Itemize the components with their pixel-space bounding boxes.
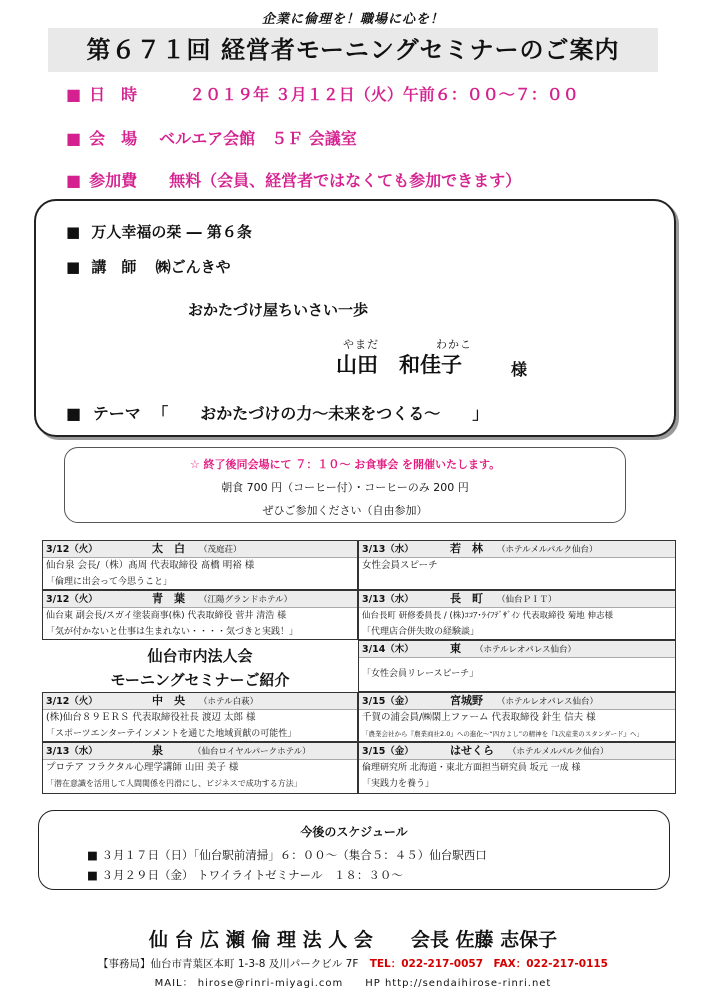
seminar-speaker: プロテア フラクタル心理学講師 山田 美子 様 bbox=[46, 762, 239, 773]
seminar-speaker: 仙台泉 会長/（株）髙周 代表取締役 髙橋 明裕 様 bbox=[46, 560, 255, 571]
slogan: 企業に倫理を！職場に心を！ bbox=[261, 12, 444, 27]
bullet-icon: ■ bbox=[66, 171, 82, 190]
datetime-row bbox=[66, 82, 579, 105]
ruby-wakako: わかこ bbox=[436, 338, 472, 351]
seminar-name: はせくら bbox=[450, 744, 494, 757]
seminar-speaker: 女性会員スピーチ bbox=[362, 560, 438, 571]
lecturer-line bbox=[66, 256, 231, 277]
center-title-line-2: モーニングセミナーご紹介 bbox=[110, 671, 290, 689]
meal-notice-box bbox=[64, 447, 626, 523]
seminar-venue: （茂庭荘） bbox=[199, 545, 242, 555]
seminar-day: 3/13（水） bbox=[362, 594, 414, 605]
fee-row bbox=[66, 168, 521, 191]
seminar-speaker: (株)仙台８９ＥＲＳ 代表取締役社長 渡辺 太郎 様 bbox=[46, 712, 256, 723]
seminar-venue: （仙台ＰＩＴ） bbox=[497, 595, 557, 605]
bullet-icon: ■ bbox=[66, 404, 82, 423]
seminar-day: 3/14（木） bbox=[362, 644, 414, 655]
seminar-wakabayashi bbox=[358, 540, 676, 590]
seminar-speaker: 仙台東 副会長/スガイ塗装商事(株) 代表取締役 菅井 清浩 様 bbox=[46, 611, 287, 621]
page-title: 第６７１回 経営者モーニングセミナーのご案内 bbox=[48, 28, 658, 72]
seminar-name: 宮城野 bbox=[450, 694, 483, 707]
speaker-honorific: 様 bbox=[511, 360, 528, 379]
seminar-speaker: 仙台長町 研修委員長 / (株)ｺｺｱ･ﾗｲﾌﾃﾞｻﾞｲﾝ 代表取締役 菊地 伸志様 bbox=[362, 611, 613, 621]
venue-value: ベルエア会館 ５Ｆ 会議室 bbox=[159, 129, 357, 148]
seminar-theme: 「女性会員リレースピーチ」 bbox=[362, 669, 479, 679]
theme-line bbox=[66, 401, 488, 424]
seminar-theme: 「実践力を養う」 bbox=[362, 779, 435, 789]
fee-key: 参加費 bbox=[89, 171, 138, 190]
seminar-day: 3/12（火） bbox=[46, 696, 98, 707]
lecturer-key: 講 師 bbox=[91, 258, 137, 276]
center-title bbox=[42, 644, 358, 692]
seminar-chuo bbox=[42, 692, 358, 742]
seminar-venue: （ホテル白萩） bbox=[199, 697, 259, 707]
seminar-theme: 「農業会社から『農業商社2.0』への進化～“四方よし”の精神を『1次産業のスタンダード』へ」 bbox=[362, 730, 643, 738]
datetime-value: ２０１９年 ３月１２日（火）午前６：００～７：００ bbox=[189, 85, 579, 104]
main-info-box bbox=[34, 199, 676, 437]
venue-row bbox=[66, 126, 357, 149]
venue-key: 会 場 bbox=[89, 129, 138, 148]
seminar-speaker: 倫理研究所 北海道・東北方面担当研究員 坂元 一成 様 bbox=[362, 763, 581, 773]
bullet-icon: ■ bbox=[66, 129, 82, 148]
seminar-name: 青 葉 bbox=[152, 592, 185, 605]
office-line bbox=[0, 956, 706, 971]
seminar-venue: （仙台ロイヤルパークホテル） bbox=[193, 747, 311, 757]
seminar-venue: （ホテルメルパルク仙台） bbox=[508, 747, 609, 757]
contact-line: MAIL： hirose@rinri-miyagi.com HP http://sendaihirose-rinri.net bbox=[154, 978, 552, 989]
meal-line-3: ぜひご参加ください（自由参加） bbox=[262, 504, 428, 517]
seminar-name: 長 町 bbox=[450, 592, 483, 605]
seminar-day: 3/13（水） bbox=[362, 544, 414, 555]
office-phone: TEL：022-217-0057 FAX：022-217-0115 bbox=[369, 958, 608, 970]
seminar-higashi bbox=[358, 640, 676, 692]
lecturer-company: ㈱ごんきや bbox=[155, 258, 231, 276]
organization-name: 仙 台 広 瀬 倫 理 法 人 会 会長 佐藤 志保子 bbox=[148, 929, 558, 951]
seminar-nagamachi bbox=[358, 590, 676, 640]
meal-line-2: 朝食 700 円（コーヒー付）・コーヒーのみ 200 円 bbox=[221, 481, 469, 494]
theme-text: 「 おかたづけの力～未来をつくる～ 」 bbox=[152, 404, 489, 423]
seminar-venue: （ホテルレオパレス仙台） bbox=[497, 697, 598, 707]
rule-text: 万人幸福の栞 ― 第６条 bbox=[91, 223, 252, 241]
bullet-icon: ■ bbox=[66, 85, 82, 104]
seminar-name: 泉 bbox=[152, 744, 163, 757]
seminar-theme: 「潜在意識を活用して人間関係を円滑にし、ビジネスで成功する方法」 bbox=[46, 779, 302, 788]
fee-value: 無料（会員、経営者ではなくても参加できます） bbox=[169, 171, 522, 190]
seminar-name: 中 央 bbox=[152, 694, 185, 707]
meal-line-1: ☆ 終了後同会場にて ７：１０～ お食事会 を開催いたします。 bbox=[189, 458, 501, 471]
seminar-taihaku bbox=[42, 540, 358, 590]
seminar-theme: 「倫理に出会って今思うこと」 bbox=[46, 577, 173, 587]
seminar-speaker: 千賀の浦会員/㈱閖上ファーム 代表取締役 針生 信夫 様 bbox=[362, 712, 596, 723]
seminar-day: 3/12（火） bbox=[46, 544, 98, 555]
datetime-key: 日 時 bbox=[89, 85, 138, 104]
seminar-theme: 「気が付かないと仕事は生まれない・・・・気づきと実践！」 bbox=[46, 627, 299, 637]
schedule-item: ■ ３月１７日（日）「仙台駅前清掃」６：００～（集合５：４５）仙台駅西口 bbox=[87, 848, 487, 862]
seminar-miyagino bbox=[358, 692, 676, 742]
seminar-izumi bbox=[42, 742, 358, 794]
seminar-day: 3/15（金） bbox=[362, 746, 414, 757]
ruby-yamada: やまだ bbox=[343, 338, 379, 351]
seminar-day: 3/15（金） bbox=[362, 696, 414, 707]
seminar-venue: （ホテルメルパルク仙台） bbox=[497, 545, 598, 555]
seminar-venue: （ホテルレオパレス仙台） bbox=[475, 645, 576, 655]
seminar-name: 東 bbox=[450, 642, 461, 655]
bullet-icon: ■ bbox=[66, 223, 81, 241]
office-address: 【事務局】仙台市青葉区本町 1-3-8 及川パークビル 7F bbox=[98, 958, 359, 970]
bullet-icon: ■ bbox=[66, 258, 81, 276]
speaker-name: 山田 和佳子 bbox=[336, 353, 462, 377]
rule-line bbox=[66, 221, 252, 242]
seminar-theme: 「代理店合併失敗の経験談」 bbox=[362, 627, 480, 637]
schedule-item: ■ ３月２９日（金） トワイライトゼミナール １８：３０～ bbox=[87, 868, 403, 882]
schedule-box bbox=[38, 810, 670, 890]
schedule-title: 今後のスケジュール bbox=[300, 825, 408, 839]
center-title-line-1: 仙台市内法人会 bbox=[147, 647, 253, 665]
seminar-venue: （江陽グランドホテル） bbox=[199, 595, 293, 605]
seminar-name: 太 白 bbox=[152, 542, 185, 555]
seminar-hasekura bbox=[358, 742, 676, 794]
seminar-theme: 「スポーツエンターテインメントを通じた地域貢献の可能性」 bbox=[46, 729, 297, 739]
seminar-aoba bbox=[42, 590, 358, 640]
seminar-day: 3/12（火） bbox=[46, 594, 98, 605]
theme-key: テーマ bbox=[92, 404, 141, 423]
seminar-name: 若 林 bbox=[450, 542, 483, 555]
seminar-day: 3/13（水） bbox=[46, 746, 98, 757]
lecturer-shop: おかたづけ屋ちいさい一歩 bbox=[188, 301, 369, 319]
